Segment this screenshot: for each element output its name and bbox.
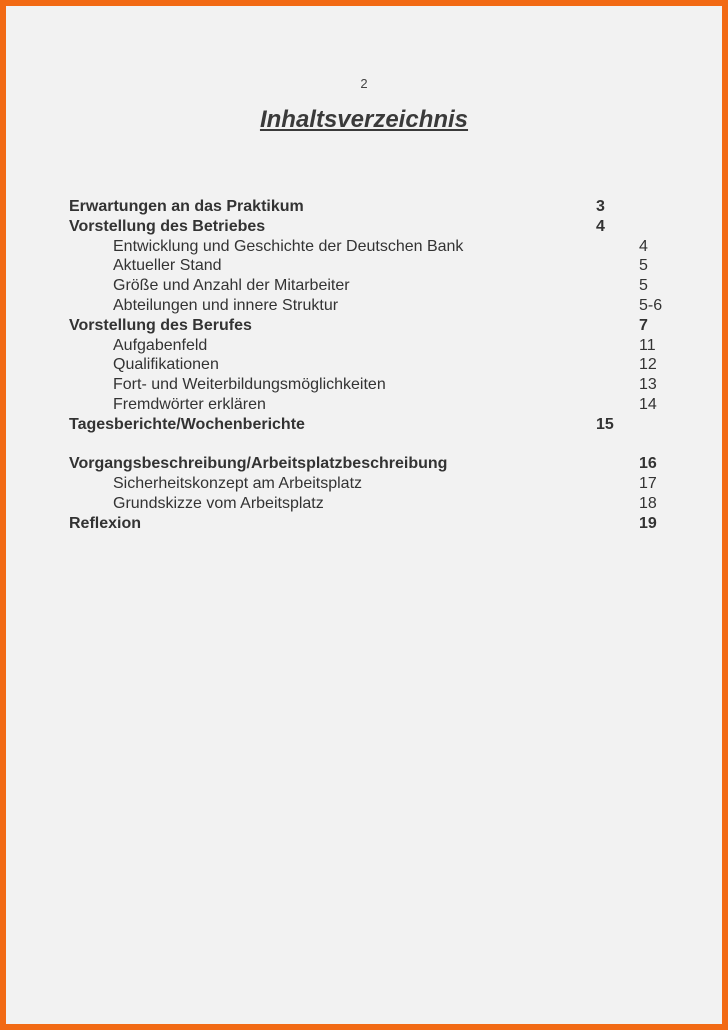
toc-entry-page: 5 bbox=[639, 277, 648, 295]
toc-subsection-row[interactable] bbox=[69, 494, 689, 514]
toc-subsection-row[interactable] bbox=[69, 256, 689, 276]
toc-entry-label: Reflexion bbox=[69, 514, 142, 532]
table-of-contents bbox=[69, 197, 689, 534]
toc-subsection-row[interactable] bbox=[69, 375, 689, 395]
toc-entry-page: 19 bbox=[639, 514, 657, 532]
toc-entry-page: 5 bbox=[639, 257, 648, 275]
toc-entry-page: 3 bbox=[596, 198, 605, 215]
toc-entry-label: Vorstellung des Berufes bbox=[69, 316, 252, 334]
toc-entry-label: Grundskizze vom Arbeitsplatz bbox=[113, 494, 324, 512]
toc-subsection-row[interactable] bbox=[69, 355, 689, 375]
page-number: 2 bbox=[360, 76, 368, 91]
toc-entry-label: Tagesberichte/Wochenberichte bbox=[69, 415, 305, 433]
toc-entry-label: Größe und Anzahl der Mitarbeiter bbox=[113, 277, 350, 295]
toc-entry-label: Abteilungen und innere Struktur bbox=[113, 296, 339, 314]
toc-entry-page: 12 bbox=[639, 356, 657, 374]
toc-entry-page: 18 bbox=[639, 494, 657, 512]
toc-entry-page: 15 bbox=[596, 415, 614, 433]
toc-entry-label: Aktueller Stand bbox=[113, 257, 222, 275]
toc-section-row[interactable] bbox=[69, 514, 689, 534]
toc-subsection-row[interactable] bbox=[69, 474, 689, 494]
toc-entry-page: 16 bbox=[639, 455, 657, 473]
toc-entry-page: 4 bbox=[639, 237, 648, 255]
toc-entry-page: 13 bbox=[639, 376, 657, 394]
toc-entry-label: Vorstellung des Betriebes bbox=[69, 217, 266, 235]
toc-entry-label: Fort- und Weiterbildungsmöglichkeiten bbox=[113, 376, 386, 394]
toc-entry-page: 7 bbox=[639, 316, 648, 334]
toc-entry-label: Qualifikationen bbox=[113, 356, 219, 374]
toc-entry-label: Erwartungen an das Praktikum bbox=[69, 198, 304, 215]
toc-subsection-row[interactable] bbox=[69, 395, 689, 415]
toc-entry-label: Vorgangsbeschreibung/Arbeitsplatzbeschreibung bbox=[69, 455, 448, 473]
toc-subsection-row[interactable] bbox=[69, 296, 689, 316]
toc-subsection-row[interactable] bbox=[69, 336, 689, 356]
toc-entry-label: Fremdwörter erklären bbox=[113, 395, 266, 413]
toc-section-row[interactable] bbox=[69, 454, 689, 474]
toc-entry-label: Sicherheitskonzept am Arbeitsplatz bbox=[113, 475, 363, 493]
toc-subsection-row[interactable] bbox=[69, 237, 689, 257]
toc-entry-page: 4 bbox=[596, 217, 605, 235]
toc-section-row[interactable] bbox=[69, 197, 689, 217]
toc-entry-page: 14 bbox=[639, 395, 657, 413]
toc-subsection-row[interactable] bbox=[69, 276, 689, 296]
page-title: Inhaltsverzeichnis bbox=[259, 106, 469, 133]
toc-entry-label: Entwicklung und Geschichte der Deutschen Bank bbox=[113, 237, 464, 255]
toc-entry-label: Aufgabenfeld bbox=[113, 336, 208, 354]
toc-section-row[interactable] bbox=[69, 217, 689, 237]
toc-entry-page: 11 bbox=[639, 336, 656, 354]
toc-entry-page: 5-6 bbox=[639, 296, 663, 314]
toc-spacer bbox=[69, 435, 689, 455]
toc-section-row[interactable] bbox=[69, 415, 689, 435]
toc-entry-page: 17 bbox=[639, 475, 657, 493]
toc-section-row[interactable] bbox=[69, 316, 689, 336]
